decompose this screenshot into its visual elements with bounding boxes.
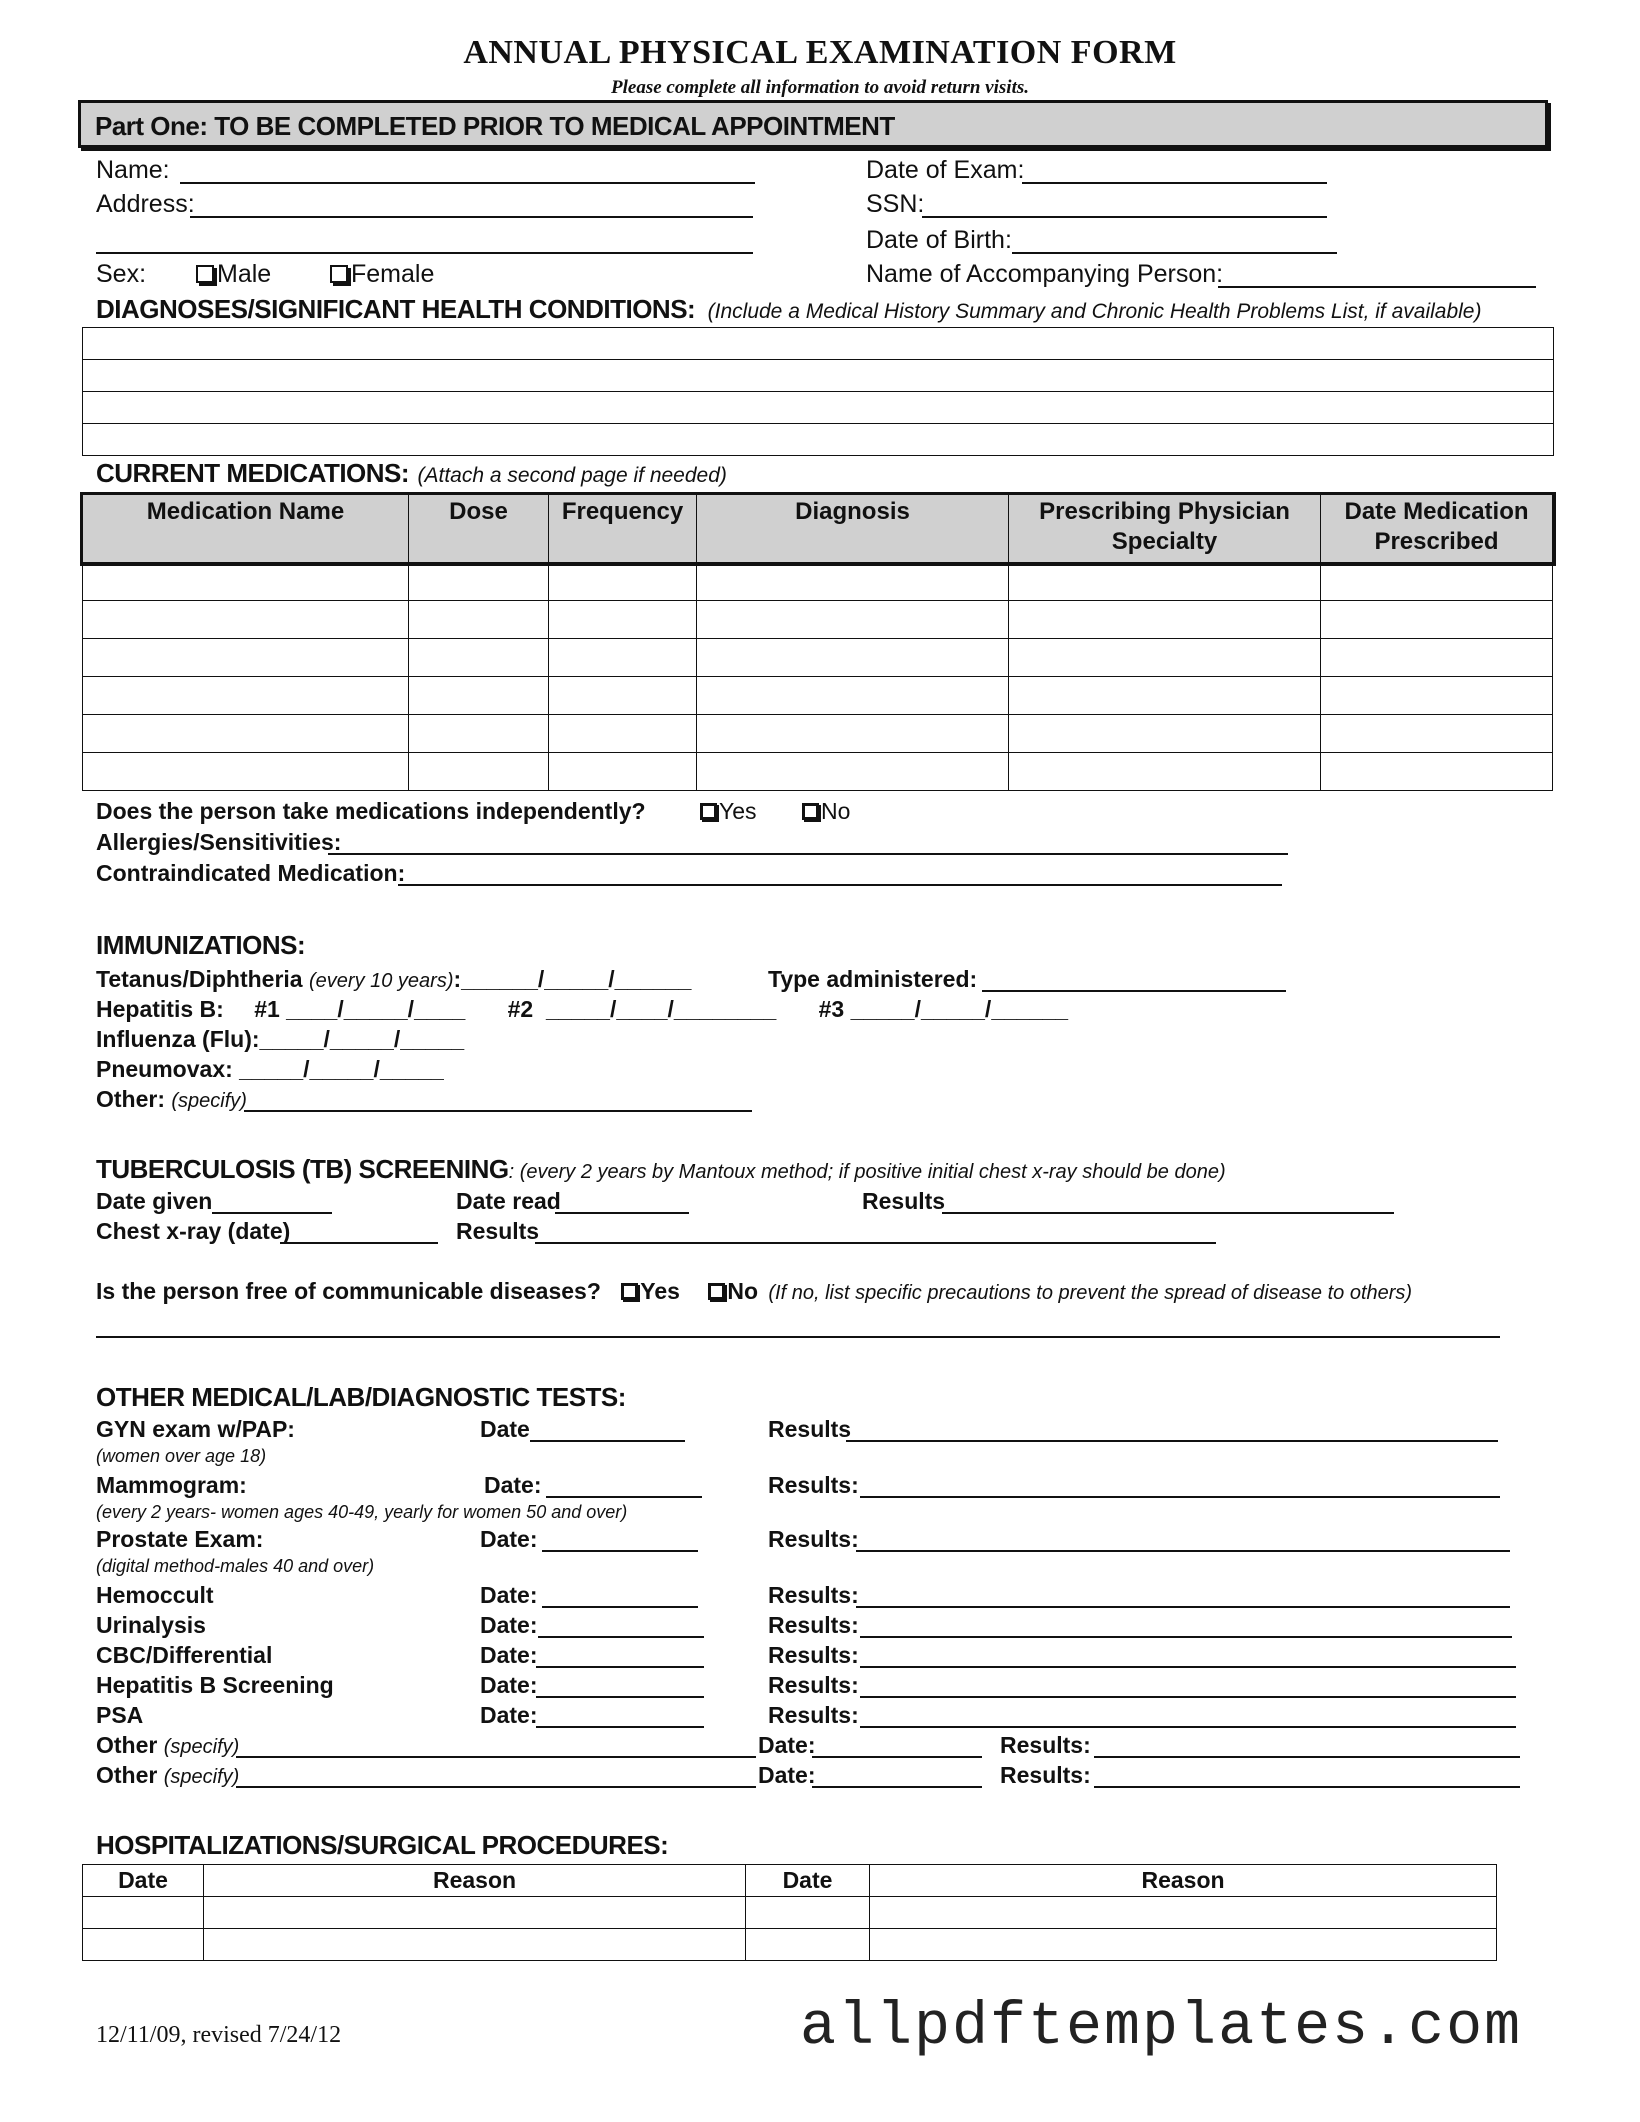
sex-label: Sex: xyxy=(96,260,147,288)
diagnoses-row[interactable] xyxy=(83,392,1554,424)
tb-date-given-field[interactable] xyxy=(212,1212,332,1214)
diagnoses-note: (Include a Medical History Summary and Chronic Health Problems List, if available) xyxy=(707,300,1482,323)
tb-heading-row xyxy=(96,1154,1226,1185)
urinalysis-results-field[interactable] xyxy=(860,1636,1512,1638)
ssn-label: SSN: xyxy=(866,190,925,218)
hospital-table xyxy=(82,1864,1497,1961)
test-other-field-2[interactable] xyxy=(236,1786,756,1788)
date-of-exam-label: Date of Exam: xyxy=(866,156,1025,184)
test-other-results-label-2: Results: xyxy=(1000,1762,1091,1788)
name-field[interactable] xyxy=(180,182,755,184)
communicable-no-checkbox[interactable] xyxy=(708,1283,725,1300)
tests-heading: OTHER MEDICAL/LAB/DIAGNOSTIC TESTS: xyxy=(96,1382,626,1412)
mammo-results-field[interactable] xyxy=(860,1496,1500,1498)
gyn-results-field[interactable] xyxy=(846,1440,1498,1442)
cbc-results-field[interactable] xyxy=(860,1666,1516,1668)
test-other-results-label-1: Results: xyxy=(1000,1732,1091,1758)
prostate-results-field[interactable] xyxy=(856,1550,1510,1552)
tetanus-row: Tetanus/Diphtheria (every 10 years):______/_____/______ xyxy=(96,966,692,992)
no-label: No xyxy=(821,798,851,824)
hepb-1-label: #1 xyxy=(254,996,280,1022)
independent-question: Does the person take medications independently? xyxy=(96,798,646,824)
medications-heading-row xyxy=(96,458,727,489)
communicable-note: (If no, list specific precautions to prevent the spread of disease to others) xyxy=(768,1282,1413,1304)
table-row xyxy=(83,563,1553,601)
type-administered-field[interactable] xyxy=(982,990,1286,992)
hosp-col-reason-2: Reason xyxy=(870,1865,1497,1897)
test-other-results-field-1[interactable] xyxy=(1094,1756,1520,1758)
immunizations-heading: IMMUNIZATIONS: xyxy=(96,930,306,960)
gyn-date-label: Date xyxy=(480,1416,530,1442)
hepb-screen-results-field[interactable] xyxy=(860,1696,1516,1698)
table-row xyxy=(83,1929,1497,1961)
tb-results-field[interactable] xyxy=(942,1212,1394,1214)
hepb-screen-date-label: Date: xyxy=(480,1672,538,1698)
urinalysis-date-field[interactable] xyxy=(538,1636,704,1638)
diagnoses-row[interactable] xyxy=(83,424,1554,456)
female-checkbox[interactable] xyxy=(330,265,348,283)
contraindicated-label: Contraindicated Medication: xyxy=(96,860,406,886)
male-checkbox[interactable] xyxy=(196,265,214,283)
gyn-results-label: Results xyxy=(768,1416,852,1442)
urinalysis-results-label: Results: xyxy=(768,1612,859,1638)
psa-label: PSA xyxy=(96,1702,144,1728)
mammo-label: Mammogram: xyxy=(96,1472,247,1498)
imm-other-field[interactable] xyxy=(244,1110,752,1112)
hosp-col-date: Date xyxy=(83,1865,204,1897)
col-prescribing-physician: Prescribing Physician Specialty xyxy=(1009,495,1321,563)
hosp-col-date-2: Date xyxy=(746,1865,870,1897)
test-other-label: Other xyxy=(96,1732,158,1758)
allergies-label: Allergies/Sensitivities: xyxy=(96,829,342,855)
cbc-date-label: Date: xyxy=(480,1642,538,1668)
communicable-yes-label: Yes xyxy=(640,1278,680,1304)
allergies-field[interactable] xyxy=(328,853,1288,855)
hemoccult-date-label: Date: xyxy=(480,1582,538,1608)
contraindicated-field[interactable] xyxy=(398,884,1282,886)
psa-results-field[interactable] xyxy=(860,1726,1516,1728)
date-of-exam-field[interactable] xyxy=(1022,182,1327,184)
name-label: Name: xyxy=(96,156,170,184)
chest-xray-label: Chest x-ray (date) xyxy=(96,1218,291,1244)
communicable-question: Is the person free of communicable diseases? xyxy=(96,1278,601,1304)
hepb-2-label: #2 xyxy=(507,996,534,1022)
test-other-row-2 xyxy=(96,1762,239,1789)
prostate-date-label: Date: xyxy=(480,1526,538,1552)
independent-yes-option[interactable] xyxy=(700,798,757,825)
table-row xyxy=(83,715,1553,753)
col-date-prescribed: Date Medication Prescribed xyxy=(1321,495,1553,563)
gyn-label: GYN exam w/PAP: xyxy=(96,1416,295,1442)
communicable-no-label: No xyxy=(727,1278,758,1304)
part-one-label: Part One: TO BE COMPLETED PRIOR TO MEDICAL APPOINTMENT xyxy=(95,111,895,141)
test-other-label: Other xyxy=(96,1762,158,1788)
test-other-date-field-1[interactable] xyxy=(812,1756,982,1758)
communicable-precautions-field[interactable] xyxy=(96,1336,1500,1338)
pneumovax-row: Pneumovax: _____/_____/_____ xyxy=(96,1056,444,1082)
dob-field[interactable] xyxy=(1012,252,1337,254)
form-subtitle: Please complete all information to avoid return visits. xyxy=(611,77,1029,98)
tb-heading: TUBERCULOSIS (TB) SCREENING xyxy=(96,1154,509,1184)
female-label: Female xyxy=(351,260,435,288)
cbc-date-field[interactable] xyxy=(536,1666,704,1668)
test-other-specify: (specify) xyxy=(163,1736,240,1758)
test-other-field-1[interactable] xyxy=(236,1756,756,1758)
tb-note: : (every 2 years by Mantoux method; if positive initial chest x-ray should be done) xyxy=(508,1161,1226,1183)
gyn-note: (women over age 18) xyxy=(96,1446,267,1466)
hemoccult-results-label: Results: xyxy=(768,1582,859,1608)
diagnoses-row[interactable] xyxy=(83,360,1554,392)
pneumovax-label: Pneumovax: xyxy=(96,1056,233,1082)
hepb-screen-label: Hepatitis B Screening xyxy=(96,1672,334,1698)
diagnoses-table xyxy=(82,327,1554,456)
form-title: ANNUAL PHYSICAL EXAMINATION FORM xyxy=(463,34,1177,71)
part-one-banner xyxy=(78,100,1548,148)
hemoccult-label: Hemoccult xyxy=(96,1582,214,1608)
tb-date-read-label: Date read xyxy=(456,1188,561,1214)
communicable-yes-option[interactable] xyxy=(621,1278,680,1304)
prostate-label: Prostate Exam: xyxy=(96,1526,264,1552)
independent-yes-checkbox[interactable] xyxy=(700,803,717,820)
yes-label: Yes xyxy=(719,798,757,824)
hosp-col-reason: Reason xyxy=(204,1865,746,1897)
psa-results-label: Results: xyxy=(768,1702,859,1728)
cbc-results-label: Results: xyxy=(768,1642,859,1668)
watermark: allpdftemplates.com xyxy=(800,1994,1523,2062)
cbc-label: CBC/Differential xyxy=(96,1642,273,1668)
hepb-screen-results-label: Results: xyxy=(768,1672,859,1698)
chest-results-label: Results xyxy=(456,1218,540,1244)
test-other-results-field-2[interactable] xyxy=(1094,1786,1520,1788)
medications-heading: CURRENT MEDICATIONS: xyxy=(96,458,410,488)
diagnoses-heading-row xyxy=(96,294,1481,325)
test-other-date-label-1: Date: xyxy=(758,1732,816,1758)
col-dose: Dose xyxy=(409,495,549,563)
accompanying-label: Name of Accompanying Person: xyxy=(866,260,1224,288)
revision-date: 12/11/09, revised 7/24/12 xyxy=(96,2022,342,2048)
table-row xyxy=(83,601,1553,639)
female-option[interactable] xyxy=(330,260,434,289)
tb-date-given-label: Date given xyxy=(96,1188,213,1214)
hepb-row: Hepatitis B: #1 ____/_____/____ #2 _____/____/________ #3 _____/_____/______ xyxy=(96,996,1069,1022)
prostate-date-field[interactable] xyxy=(542,1550,698,1552)
table-row xyxy=(83,753,1553,791)
imm-other-specify: (specify) xyxy=(171,1090,247,1112)
medications-table xyxy=(82,494,1553,791)
male-label: Male xyxy=(217,260,272,288)
hospital-heading: HOSPITALIZATIONS/SURGICAL PROCEDURES: xyxy=(96,1830,669,1860)
independent-no-checkbox[interactable] xyxy=(802,803,819,820)
address-field-2[interactable] xyxy=(96,252,753,254)
diagnoses-heading: DIAGNOSES/SIGNIFICANT HEALTH CONDITIONS: xyxy=(96,294,696,324)
imm-other-label: Other: xyxy=(96,1086,165,1112)
ssn-field[interactable] xyxy=(922,216,1327,218)
address-field[interactable] xyxy=(190,216,753,218)
prostate-results-label: Results: xyxy=(768,1526,859,1552)
hepb-screen-date-field[interactable] xyxy=(536,1696,704,1698)
urinalysis-date-label: Date: xyxy=(480,1612,538,1638)
communicable-yes-checkbox[interactable] xyxy=(621,1283,638,1300)
diagnoses-row[interactable] xyxy=(83,328,1554,360)
table-row xyxy=(83,677,1553,715)
chest-results-field[interactable] xyxy=(535,1242,1216,1244)
prostate-note: (digital method-males 40 and over) xyxy=(96,1556,375,1576)
male-option[interactable] xyxy=(196,260,271,289)
medications-note: (Attach a second page if needed) xyxy=(417,464,727,487)
imm-other-row xyxy=(96,1086,247,1113)
hemoccult-date-field[interactable] xyxy=(542,1606,698,1608)
flu-row: Influenza (Flu):_____/_____/_____ xyxy=(96,1026,465,1052)
mammo-note: (every 2 years- women ages 40-49, yearly for women 50 and over) xyxy=(96,1502,628,1522)
hepb-3-label: #3 xyxy=(818,996,845,1022)
dob-label: Date of Birth: xyxy=(866,226,1012,254)
col-frequency: Frequency xyxy=(549,495,697,563)
psa-date-label: Date: xyxy=(480,1702,538,1728)
test-other-date-label-2: Date: xyxy=(758,1762,816,1788)
independent-no-option[interactable] xyxy=(802,798,850,825)
gyn-date-field[interactable] xyxy=(530,1440,685,1442)
tetanus-note: (every 10 years) xyxy=(309,970,454,992)
hepb-label: Hepatitis B: xyxy=(96,996,224,1022)
mammo-date-label: Date: xyxy=(484,1472,542,1498)
chest-xray-field[interactable] xyxy=(280,1242,438,1244)
tb-date-read-field[interactable] xyxy=(555,1212,689,1214)
tetanus-label: Tetanus/Diphtheria xyxy=(96,966,303,992)
flu-label: Influenza (Flu): xyxy=(96,1026,260,1052)
test-other-specify: (specify) xyxy=(163,1766,240,1788)
urinalysis-label: Urinalysis xyxy=(96,1612,206,1638)
address-label: Address: xyxy=(96,190,195,218)
table-row xyxy=(83,1897,1497,1929)
psa-date-field[interactable] xyxy=(536,1726,704,1728)
table-row xyxy=(83,639,1553,677)
test-other-row-1 xyxy=(96,1732,239,1759)
communicable-row xyxy=(96,1278,1412,1305)
communicable-no-option[interactable] xyxy=(708,1278,758,1304)
mammo-results-label: Results: xyxy=(768,1472,859,1498)
col-medication-name: Medication Name xyxy=(83,495,409,563)
accompanying-field[interactable] xyxy=(1218,286,1536,288)
type-administered-label: Type administered: xyxy=(768,966,978,992)
mammo-date-field[interactable] xyxy=(546,1496,702,1498)
col-diagnosis: Diagnosis xyxy=(697,495,1009,563)
tb-results-label: Results xyxy=(862,1188,946,1214)
hemoccult-results-field[interactable] xyxy=(856,1606,1510,1608)
test-other-date-field-2[interactable] xyxy=(812,1786,982,1788)
